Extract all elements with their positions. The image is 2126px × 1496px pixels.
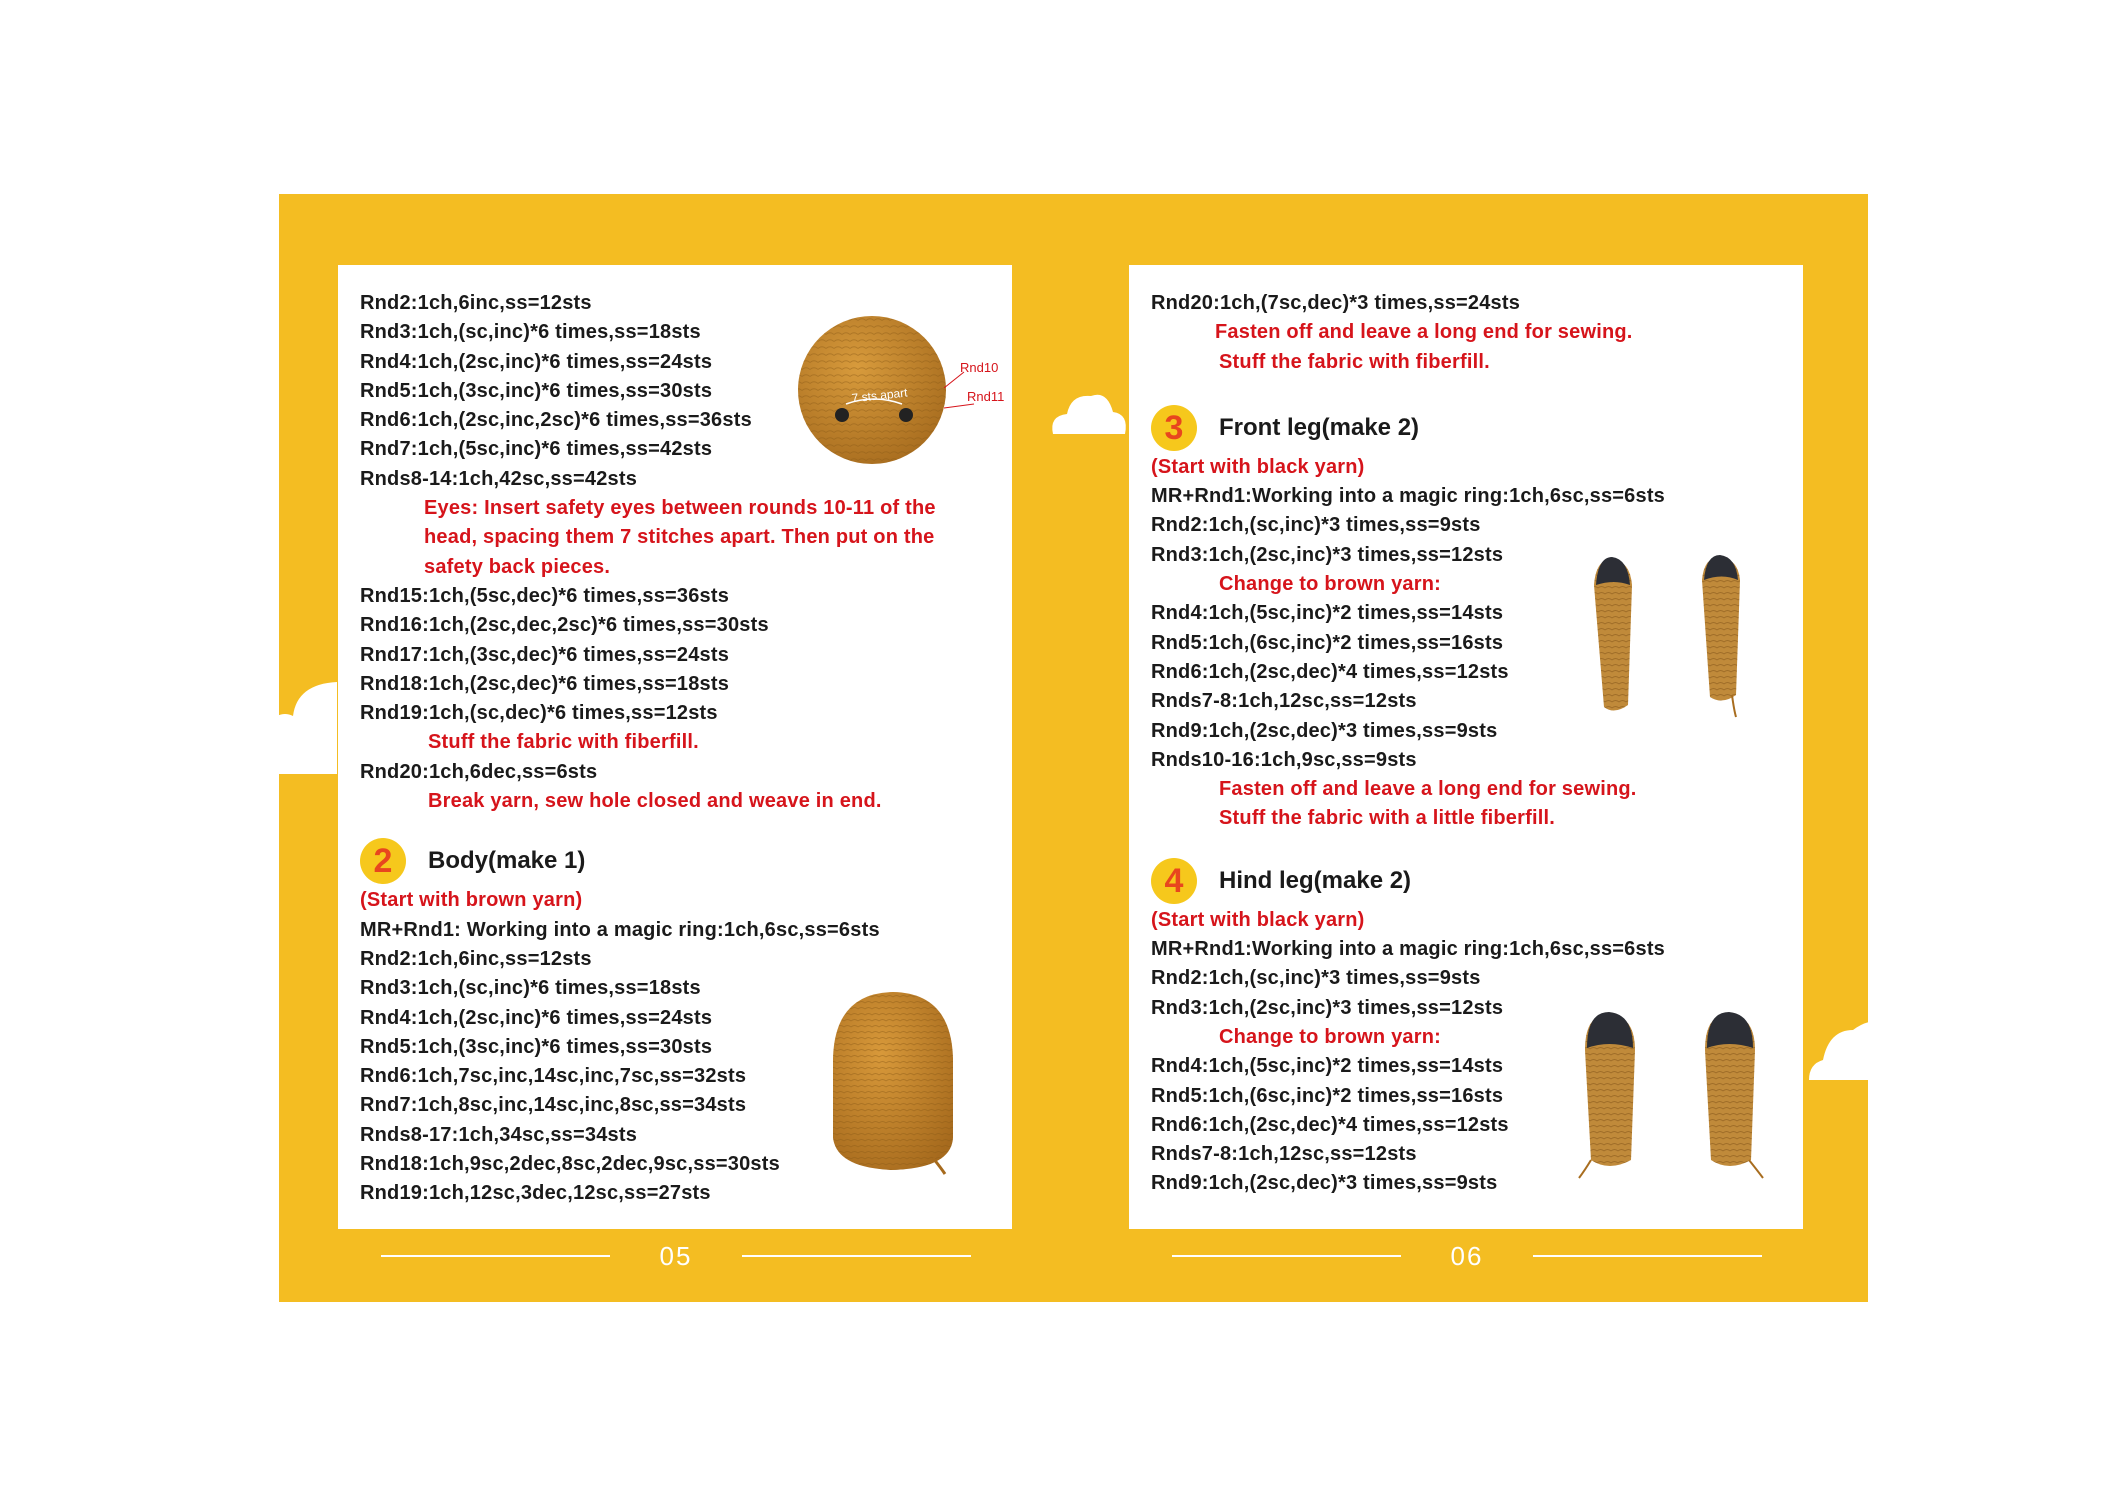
instruction-line: Rnds7-8:1ch,12sc,ss=12sts <box>1151 690 1417 713</box>
instruction-line: Rnds8-14:1ch,42sc,ss=42sts <box>360 467 638 490</box>
note-line: Stuff the fabric with a little fiberfill. <box>1219 807 1555 830</box>
instruction-line: Rnd4:1ch,(5sc,inc)*2 times,ss=14sts <box>1151 1055 1504 1078</box>
label-rnd10: Rnd10 <box>960 360 999 375</box>
instruction-line: Rnd20:1ch,(7sc,dec)*3 times,ss=24sts <box>1151 292 1521 314</box>
note-line: Eyes: Insert safety eyes between rounds 10-11 of the <box>424 497 936 520</box>
label-rnd11: Rnd11 <box>967 389 1005 404</box>
instruction-line: Rnd2:1ch,(sc,inc)*3 times,ss=9sts <box>1151 514 1481 537</box>
section-hind-leg-header <box>1151 856 1781 906</box>
instruction-line: Rnd6:1ch,(2sc,inc,2sc)*6 times,ss=36sts <box>360 409 752 432</box>
eyes-note <box>360 494 990 582</box>
instruction-line: Rnd17:1ch,(3sc,dec)*6 times,ss=24sts <box>360 643 730 666</box>
page-06 <box>1129 265 1803 1229</box>
instruction-line: MR+Rnd1:Working into a magic ring:1ch,6sc,ss=6sts <box>1151 938 1666 961</box>
start-note: (Start with brown yarn) <box>360 889 583 912</box>
instruction-line: Rnd20:1ch,6dec,ss=6sts <box>360 760 598 783</box>
instruction-line: Rnd5:1ch,(3sc,inc)*6 times,ss=30sts <box>360 1035 713 1058</box>
page-05 <box>338 265 1012 1229</box>
section-body-header <box>360 836 990 886</box>
note-line: Fasten off and leave a long end for sewing. <box>1215 321 1633 344</box>
footer-rule <box>381 1255 610 1257</box>
head-rounds-part2 <box>360 582 990 728</box>
label-sts-apart: 7 sts apart <box>850 385 909 406</box>
start-note: (Start with black yarn) <box>1151 455 1365 478</box>
instruction-line: Rnd4:1ch,(2sc,inc)*6 times,ss=24sts <box>360 350 713 373</box>
break-note: Break yarn, sew hole closed and weave in end. <box>428 790 882 813</box>
cloud-middle-decoration <box>1049 390 1129 436</box>
section-title: Front leg(make 2) <box>1219 413 1420 441</box>
footer-rule <box>742 1255 971 1257</box>
section-number-badge: 2 <box>360 838 406 884</box>
note-line: Stuff the fabric with fiberfill. <box>1219 350 1490 373</box>
footer-left <box>381 1234 971 1278</box>
crochet-body-photo <box>823 988 963 1178</box>
change-note: Change to brown yarn: <box>1219 1025 1441 1048</box>
note-line: Fasten off and leave a long end for sewing. <box>1219 778 1637 801</box>
start-note: (Start with black yarn) <box>1151 908 1365 931</box>
instruction-line: Rnd4:1ch,(2sc,inc)*6 times,ss=24sts <box>360 1006 713 1029</box>
instruction-line: Rnds10-16:1ch,9sc,ss=9sts <box>1151 748 1417 771</box>
instruction-line: Rnd7:1ch,8sc,inc,14sc,inc,8sc,ss=34sts <box>360 1094 747 1117</box>
note-line: head, spacing them 7 stitches apart. Then put on the <box>424 526 935 549</box>
instruction-line: Rnd5:1ch,(6sc,inc)*2 times,ss=16sts <box>1151 631 1504 654</box>
stuff-note: Stuff the fabric with fiberfill. <box>428 731 699 754</box>
instruction-line: Rnd18:1ch,(2sc,dec)*6 times,ss=18sts <box>360 672 730 695</box>
instruction-line: Rnd3:1ch,(2sc,inc)*3 times,ss=12sts <box>1151 996 1504 1019</box>
instruction-line: Rnd9:1ch,(2sc,dec)*3 times,ss=9sts <box>1151 719 1498 742</box>
instruction-line: Rnd18:1ch,9sc,2dec,8sc,2dec,9sc,ss=30sts <box>360 1153 780 1176</box>
page-number: 06 <box>1450 1240 1484 1271</box>
section-number-badge: 4 <box>1151 858 1197 904</box>
instruction-line: Rnd4:1ch,(5sc,inc)*2 times,ss=14sts <box>1151 602 1504 625</box>
crochet-head-photo <box>794 310 1014 470</box>
section-front-leg-header <box>1151 403 1781 453</box>
instruction-line: Rnds7-8:1ch,12sc,ss=12sts <box>1151 1143 1417 1166</box>
crochet-front-legs-photo <box>1584 555 1774 725</box>
instruction-line: Rnd3:1ch,(sc,inc)*6 times,ss=18sts <box>360 321 701 344</box>
instruction-line: MR+Rnd1: Working into a magic ring:1ch,6sc,ss=6sts <box>360 918 880 941</box>
instruction-line: Rnd2:1ch,(sc,inc)*3 times,ss=9sts <box>1151 967 1481 990</box>
cloud-left-decoration <box>277 674 337 774</box>
instruction-line: Rnd3:1ch,(sc,inc)*6 times,ss=18sts <box>360 977 701 1000</box>
change-note: Change to brown yarn: <box>1219 573 1441 596</box>
instruction-line: Rnd2:1ch,6inc,ss=12sts <box>360 292 592 314</box>
book-spread <box>279 194 1868 1302</box>
section-number-badge: 3 <box>1151 405 1197 451</box>
instruction-line: Rnd19:1ch,12sc,3dec,12sc,ss=27sts <box>360 1182 711 1205</box>
instruction-line: Rnd2:1ch,6inc,ss=12sts <box>360 947 592 970</box>
instruction-line: Rnds8-17:1ch,34sc,ss=34sts <box>360 1123 638 1146</box>
note-line: safety back pieces. <box>424 555 611 578</box>
footer-rule <box>1172 1255 1401 1257</box>
instruction-line: Rnd3:1ch,(2sc,inc)*3 times,ss=12sts <box>1151 543 1504 566</box>
instruction-line: Rnd16:1ch,(2sc,dec,2sc)*6 times,ss=30sts <box>360 614 769 637</box>
footer-right <box>1172 1234 1762 1278</box>
instruction-line: Rnd7:1ch,(5sc,inc)*6 times,ss=42sts <box>360 438 713 461</box>
instruction-line: Rnd19:1ch,(sc,dec)*6 times,ss=12sts <box>360 702 718 725</box>
page-number: 05 <box>659 1240 693 1271</box>
cloud-right-decoration <box>1809 990 1869 1080</box>
instruction-line: Rnd5:1ch,(6sc,inc)*2 times,ss=16sts <box>1151 1084 1504 1107</box>
instruction-line: Rnd9:1ch,(2sc,dec)*3 times,ss=9sts <box>1151 1172 1498 1195</box>
instruction-line: Rnd6:1ch,7sc,inc,14sc,inc,7sc,ss=32sts <box>360 1065 747 1088</box>
footer-rule <box>1533 1255 1762 1257</box>
instruction-line: Rnd15:1ch,(5sc,dec)*6 times,ss=36sts <box>360 584 730 607</box>
instruction-line: MR+Rnd1:Working into a magic ring:1ch,6sc,ss=6sts <box>1151 485 1666 508</box>
crochet-hind-legs-photo <box>1569 1010 1779 1180</box>
instruction-line: Rnd5:1ch,(3sc,inc)*6 times,ss=30sts <box>360 379 713 402</box>
section-title: Hind leg(make 2) <box>1219 866 1412 894</box>
instruction-line: Rnd6:1ch,(2sc,dec)*4 times,ss=12sts <box>1151 1113 1509 1136</box>
section-title: Body(make 1) <box>428 847 586 875</box>
instruction-line: Rnd6:1ch,(2sc,dec)*4 times,ss=12sts <box>1151 660 1509 683</box>
